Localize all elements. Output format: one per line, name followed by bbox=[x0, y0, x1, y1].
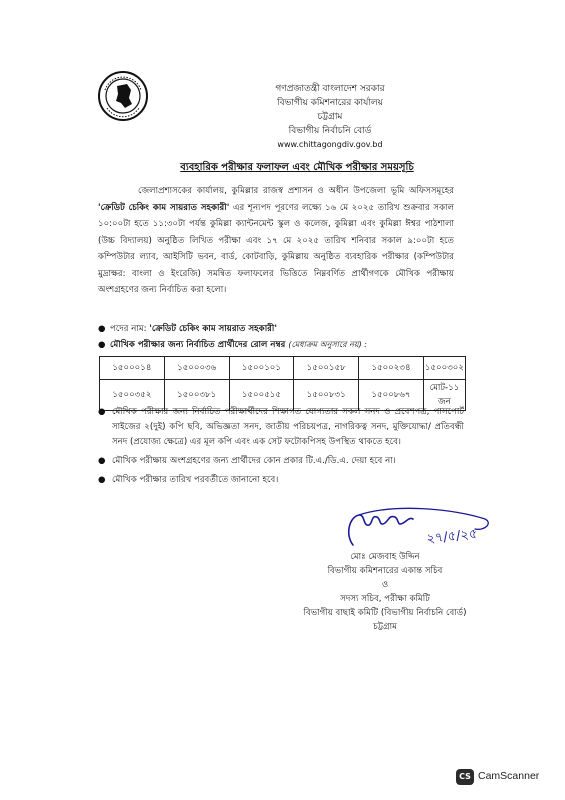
body-part-2: এর শূন্যপদ পূরণের লক্ষ্যে ১৬ মে ২০২৫ তারিখ শুক্রবার সকাল ১০:০০টা হতে ১১:৩০টা পর্যন্ত কুমিল্লা ক্যান্টনমেন্ট স্কুল ও কলেজ, কুমিল্লা এবং কুমিল্লা ঈশ্বর পাঠশালা (উচ্চ বিদ্যালয়) অনুষ্ঠিত লিখিত পরীক্ষা এবং ১৭ মে ২০২৫ তারিখ শনিবার সকাল ৯:০০টা হতে কম্পিউটার ল্যাব, আইসিটি ভবন, বার্ড, কোটবাড়ি, কুমিল্লায় অনুষ্ঠিত ব্যবহারিক পরীক্ষার (কম্পিউটার মুদ্রাক্ষর: বাংলা ও ইংরেজি) সমন্বিত ফলাফলের ভিত্তিতে নিম্নবর্ণিত প্রার্থীগণকে মৌখিক পরীক্ষায় অংশগ্রহণের জন্য নির্বাচিত করা হলো। bbox=[98, 202, 454, 295]
header-office: বিভাগীয় কমিশনারের কার্যালয় bbox=[277, 98, 383, 108]
roll-number-table bbox=[99, 356, 466, 411]
roll-heading bbox=[98, 338, 458, 356]
header-board: বিভাগীয় নির্বাচনি বোর্ড bbox=[288, 126, 372, 136]
signer-title-1: বিভাগীয় কমিশনারের একান্ত সচিব bbox=[327, 566, 443, 576]
letterhead bbox=[235, 82, 425, 152]
roll-cell: ১৫০০০৩৬ bbox=[164, 357, 229, 380]
bullet-icon: ● bbox=[98, 407, 106, 417]
bullet-icon: ● bbox=[98, 475, 106, 485]
instruction-text: মৌখিক পরীক্ষায় অংশগ্রহণের জন্য প্রার্থীদের কোন প্রকার টি.এ./ডি.এ. দেয়া হবে না। bbox=[112, 456, 396, 466]
body-part-1: জেলাপ্রশাসকের কার্যালয়, কুমিল্লার রাজস্ব প্রশাসন ও অধীন উপজেলা ভূমি অফিসসমূহের bbox=[138, 186, 454, 196]
government-seal-logo bbox=[97, 70, 149, 122]
camscanner-name: CamScanner bbox=[478, 770, 540, 782]
roll-cell: ১৫০০৩৮১ bbox=[164, 380, 229, 411]
body-post-name: 'ক্রেডিট চেকিং কাম সায়রাত সহকারী' bbox=[98, 202, 230, 213]
list-item bbox=[98, 454, 464, 469]
instruction-list bbox=[98, 405, 464, 492]
total-count-cell: মোট-১১ জন bbox=[423, 380, 465, 411]
signer-name: মোঃ মেজবাহ উদ্দিন bbox=[350, 552, 420, 562]
camscanner-watermark bbox=[456, 769, 556, 789]
post-label: পদের নাম: bbox=[110, 324, 150, 334]
bullet-icon: ● bbox=[98, 324, 106, 334]
signer-title-2: সদস্য সচিব, পরীক্ষা কমিটি bbox=[340, 594, 430, 604]
instruction-text: মৌখিক পরীক্ষার তারিখ পরবর্তীতে জানানো হবে। bbox=[112, 475, 279, 485]
post-value: 'ক্রেডিট চেকিং কাম সায়রাত সহকারী' bbox=[149, 324, 277, 334]
signature-date: ২৭/৫/২৫ bbox=[425, 526, 479, 547]
roll-cell: ১৫০০৮৩১ bbox=[294, 380, 359, 411]
signer-block bbox=[300, 550, 470, 634]
roll-cell: ১৫০০৩০২ bbox=[423, 357, 465, 380]
header-website-link[interactable]: www.chittagongdiv.gov.bd bbox=[277, 140, 383, 149]
roll-cell: ১৫০০১০১ bbox=[229, 357, 294, 380]
bullet-icon: ● bbox=[98, 340, 106, 350]
signer-conjunction: ও bbox=[381, 580, 389, 590]
list-item bbox=[98, 405, 464, 450]
bullet-icon: ● bbox=[98, 456, 106, 466]
header-government: গণপ্রজাতন্ত্রী বাংলাদেশ সরকার bbox=[275, 84, 385, 94]
header-city: চট্টগ্রাম bbox=[317, 112, 343, 122]
roll-cell: ১৫০০০১৪ bbox=[100, 357, 165, 380]
notice-body bbox=[98, 183, 454, 299]
list-item bbox=[98, 473, 464, 488]
post-name-line bbox=[98, 322, 458, 338]
signer-title-3: বিভাগীয় বাছাই কমিটি (বিভাগীয় নির্বাচনি বোর্ড) bbox=[303, 608, 467, 618]
roll-heading-main: মৌখিক পরীক্ষার জন্য নির্বাচিত প্রার্থীদের রোল নম্বর bbox=[110, 340, 289, 350]
roll-cell: ১৫০০৫১৫ bbox=[229, 380, 294, 411]
roll-cell: ১৫০০১৫৮ bbox=[294, 357, 359, 380]
table-row bbox=[100, 357, 466, 380]
roll-cell: ১৫০০৮৬৭ bbox=[359, 380, 424, 411]
signer-place: চট্টগ্রাম bbox=[373, 622, 397, 632]
instruction-text: মৌখিক পরীক্ষার জন্য নির্বাচিত পরীক্ষার্থীদের শিক্ষাগত যোগ্যতার সকল সনদ ও প্রবেশপত্র, পাসপোর্ট সাইজের ২(দুই) কপি ছবি, অভিজ্ঞতা সনদ, জাতীয় পরিচয়পত্র, নাগরিকত্ব সনদ, মুক্তিযোদ্ধা/ প্রতিবন্ধী সনদ (প্রযোজ্য ক্ষেত্রে) এর মূল কপি এবং এক সেট ফটোকপিসহ উপস্থিত থাকতে হবে। bbox=[112, 407, 464, 447]
camscanner-logo-icon: CS bbox=[456, 769, 474, 785]
notice-title: ব্যবহারিক পরীক্ষার ফলাফল এবং মৌখিক পরীক্ষার সময়সূচি bbox=[180, 162, 414, 173]
roll-heading-note: (মেধাক্রম অনুসারে নয়) : bbox=[288, 340, 367, 349]
roll-cell: ১৫০০৩৫২ bbox=[100, 380, 165, 411]
roll-cell: ১৫০০২৩৪ bbox=[359, 357, 424, 380]
